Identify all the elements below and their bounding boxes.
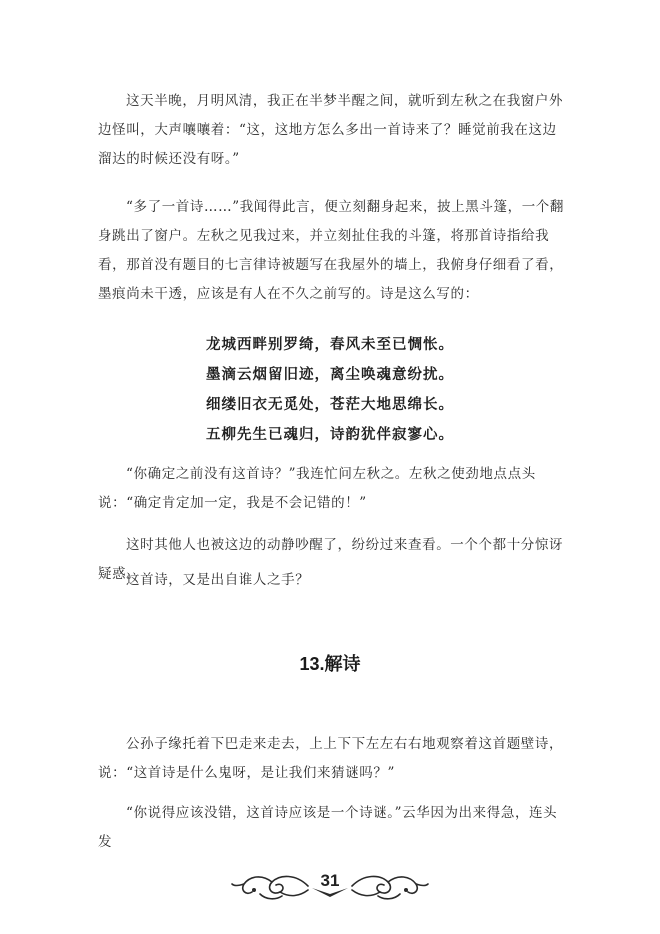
poem-block [0, 330, 660, 450]
paragraph-others-wake: 这时其他人也被这边的动静吵醒了，纷纷过来查看。一个个都十分惊讶疑惑。 [98, 537, 564, 582]
paragraph-night-scene: 这天半晚，月明风清，我正在半梦半醒之间，就听到左秋之在我窗户外边怪叫，大声嚷嚷着：“这，这地方怎么多出一首诗来了？睡觉前我在这边溜达的时候还没有呀。” [98, 93, 564, 167]
paragraph-question: 这首诗，又是出自谁人之手？ [126, 572, 310, 588]
paragraph-confirmation: “你确定之前没有这首诗？”我连忙问左秋之。左秋之使劲地点点头说：“确定肯定加一定，我是不会记错的！” [98, 466, 536, 511]
poem-line: 墨滴云烟留旧迹，离尘唤魂意纷扰。 [206, 366, 454, 383]
paragraph-yunhua: “你说得应该没错，这首诗应该是一个诗谜。”云华因为出来得急，连头发 [98, 805, 558, 850]
page-number: 31 [320, 871, 340, 890]
poem-line: 龙城西畔别罗绮，春风未至已惆怅。 [206, 336, 454, 353]
poem-line: 细缕旧衣无觅处，苍茫大地思绵长。 [206, 396, 454, 413]
paragraph-gongsun: 公孙子缘托着下巴走来走去，上上下下左左右右地观察着这首题壁诗，说：“这首诗是什么鬼呀，是让我们来猜谜吗？” [98, 736, 564, 781]
paragraph-poem-discovery: “多了一首诗……”我闻得此言，便立刻翻身起来，披上黑斗篷，一个翻身跳出了窗户。左秋之见我过来，并立刻扯住我的斗篷，将那首诗指给我看，那首没有题目的七言律诗被题写在我屋外的墙上，我俯身仔细看了看，墨痕尚未干透，应该是有人在不久之前写的。诗是这么写的： [98, 199, 565, 302]
page-footer [230, 864, 430, 904]
chapter-title: 13.解诗 [299, 654, 361, 674]
poem-line: 五柳先生已魂归，诗韵犹伴寂寥心。 [206, 426, 454, 443]
